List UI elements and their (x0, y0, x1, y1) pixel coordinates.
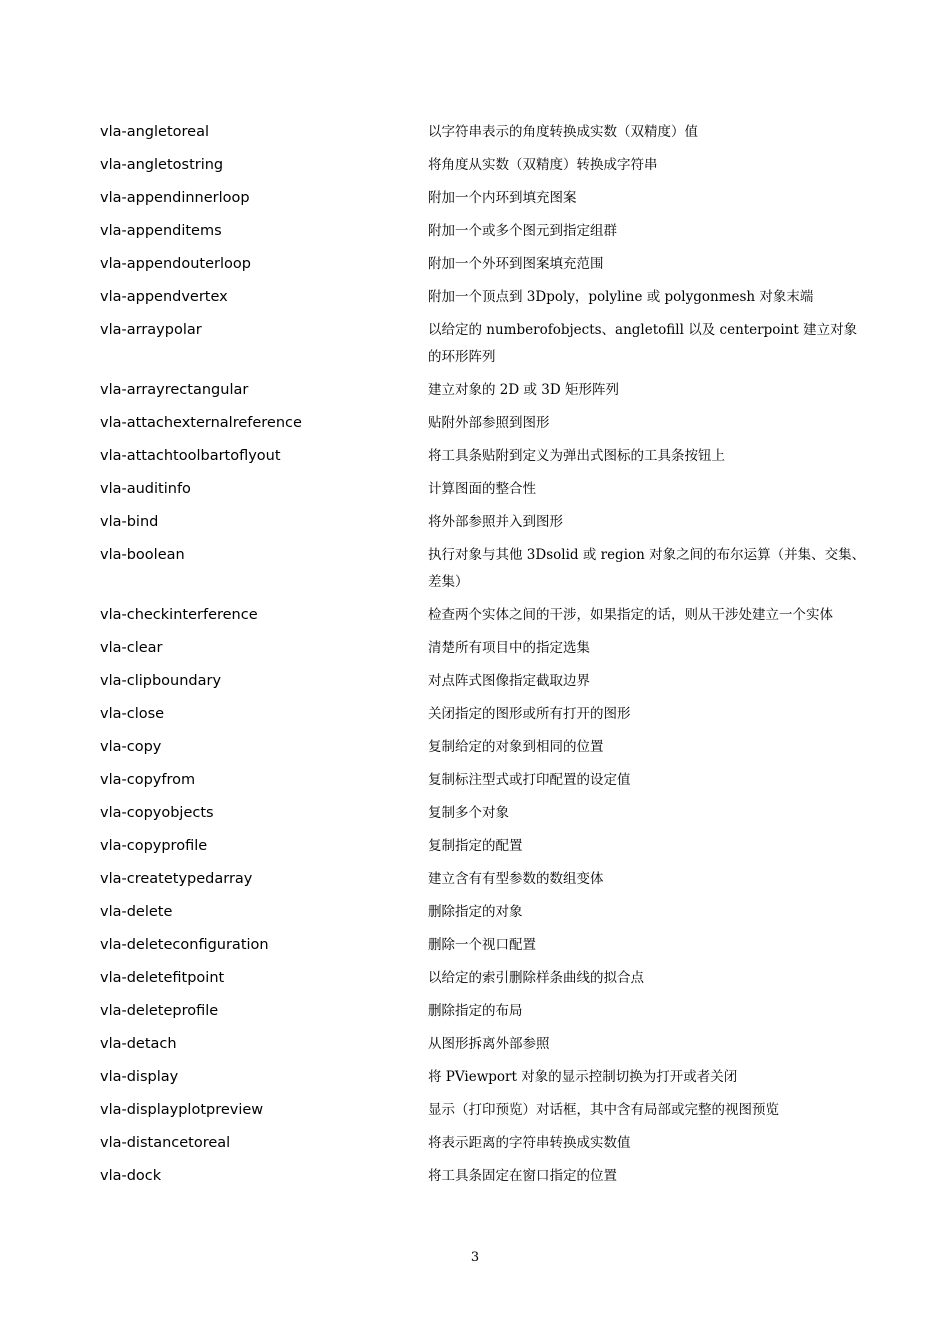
function-description: 将工具条固定在窗口指定的位置 (428, 1168, 617, 1184)
list-item (100, 797, 870, 830)
function-name: vla-copyprofile (100, 838, 208, 854)
function-name: vla-dock (100, 1168, 162, 1184)
function-description: 将表示距离的字符串转换成实数值 (428, 1135, 631, 1151)
function-description: 清楚所有项目中的指定选集 (428, 640, 590, 656)
function-description: 复制指定的配置 (428, 838, 523, 854)
function-description: 将 PViewport 对象的显示控制切换为打开或者关闭 (428, 1069, 738, 1085)
function-list (100, 116, 870, 1193)
function-description: 将外部参照并入到图形 (428, 514, 563, 530)
list-item (100, 473, 870, 506)
function-name: vla-copy (100, 739, 162, 755)
function-name: vla-deleteconfiguration (100, 937, 269, 953)
list-item (100, 599, 870, 632)
list-item (100, 440, 870, 473)
function-description: 附加一个外环到图案填充范围 (428, 256, 604, 272)
function-name: vla-clear (100, 640, 163, 656)
function-name: vla-attachtoolbartoflyout (100, 448, 281, 464)
function-name: vla-copyfrom (100, 772, 196, 788)
list-item (100, 539, 870, 599)
function-description: 建立含有有型参数的数组变体 (428, 871, 604, 887)
function-name: vla-attachexternalreference (100, 415, 302, 431)
function-name: vla-appendinnerloop (100, 190, 250, 206)
function-name: vla-delete (100, 904, 173, 920)
list-item (100, 830, 870, 863)
list-item (100, 215, 870, 248)
function-description: 以字符串表示的角度转换成实数（双精度）值 (428, 124, 698, 140)
function-name: vla-distancetoreal (100, 1135, 231, 1151)
function-name: vla-detach (100, 1036, 177, 1052)
function-name: vla-bind (100, 514, 159, 530)
list-item (100, 929, 870, 962)
list-item (100, 182, 870, 215)
function-name: vla-arrayrectangular (100, 382, 249, 398)
list-item (100, 863, 870, 896)
list-item (100, 698, 870, 731)
list-item (100, 149, 870, 182)
list-item (100, 632, 870, 665)
list-item (100, 1160, 870, 1193)
function-description: 以给定的索引删除样条曲线的拟合点 (428, 970, 644, 986)
function-description: 计算图面的整合性 (428, 481, 536, 497)
function-name: vla-checkinterference (100, 607, 258, 623)
function-description: 执行对象与其他 3Dsolid 或 region 对象之间的布尔运算（并集、交集、差集） (428, 547, 866, 590)
list-item (100, 506, 870, 539)
function-name: vla-angletoreal (100, 124, 209, 140)
list-item (100, 116, 870, 149)
list-item (100, 1094, 870, 1127)
page-number: 3 (470, 1250, 480, 1265)
function-name: vla-copyobjects (100, 805, 214, 821)
function-name: vla-auditinfo (100, 481, 191, 497)
list-item (100, 995, 870, 1028)
list-item (100, 248, 870, 281)
function-description: 对点阵式图像指定截取边界 (428, 673, 590, 689)
function-description: 复制给定的对象到相同的位置 (428, 739, 604, 755)
list-item (100, 731, 870, 764)
function-description: 将角度从实数（双精度）转换成字符串 (428, 157, 658, 173)
function-name: vla-createtypedarray (100, 871, 253, 887)
function-description: 将工具条贴附到定义为弹出式图标的工具条按钮上 (428, 448, 725, 464)
list-item (100, 314, 870, 374)
list-item (100, 962, 870, 995)
function-name: vla-boolean (100, 547, 185, 563)
list-item (100, 896, 870, 929)
function-description: 复制标注型式或打印配置的设定值 (428, 772, 631, 788)
function-name: vla-clipboundary (100, 673, 222, 689)
function-description: 从图形拆离外部参照 (428, 1036, 550, 1052)
function-description: 删除指定的对象 (428, 904, 523, 920)
function-name: vla-angletostring (100, 157, 224, 173)
list-item (100, 407, 870, 440)
function-description: 附加一个顶点到 3Dpoly，polyline 或 polygonmesh 对象末端 (428, 289, 814, 305)
function-name: vla-deletefitpoint (100, 970, 225, 986)
function-description: 删除一个视口配置 (428, 937, 536, 953)
list-item (100, 764, 870, 797)
function-name: vla-appendouterloop (100, 256, 251, 272)
function-description: 以给定的 numberofobjects、angletofill 以及 centerpoint 建立对象的环形阵列 (428, 322, 858, 365)
list-item (100, 374, 870, 407)
function-name: vla-appendvertex (100, 289, 228, 305)
function-description: 复制多个对象 (428, 805, 509, 821)
list-item (100, 665, 870, 698)
function-description: 贴附外部参照到图形 (428, 415, 550, 431)
function-description: 建立对象的 2D 或 3D 矩形阵列 (428, 382, 619, 398)
function-name: vla-displayplotpreview (100, 1102, 264, 1118)
function-name: vla-deleteprofile (100, 1003, 219, 1019)
function-description: 附加一个或多个图元到指定组群 (428, 223, 617, 239)
function-name: vla-arraypolar (100, 322, 202, 338)
function-description: 显示（打印预览）对话框，其中含有局部或完整的视图预览 (428, 1102, 779, 1118)
list-item (100, 1028, 870, 1061)
list-item (100, 281, 870, 314)
function-name: vla-appenditems (100, 223, 222, 239)
function-name: vla-close (100, 706, 165, 722)
list-item (100, 1127, 870, 1160)
function-description: 关闭指定的图形或所有打开的图形 (428, 706, 631, 722)
function-description: 附加一个内环到填充图案 (428, 190, 577, 206)
function-name: vla-display (100, 1069, 179, 1085)
list-item (100, 1061, 870, 1094)
function-description: 检查两个实体之间的干涉，如果指定的话，则从干涉处建立一个实体 (428, 607, 833, 623)
function-description: 删除指定的布局 (428, 1003, 523, 1019)
